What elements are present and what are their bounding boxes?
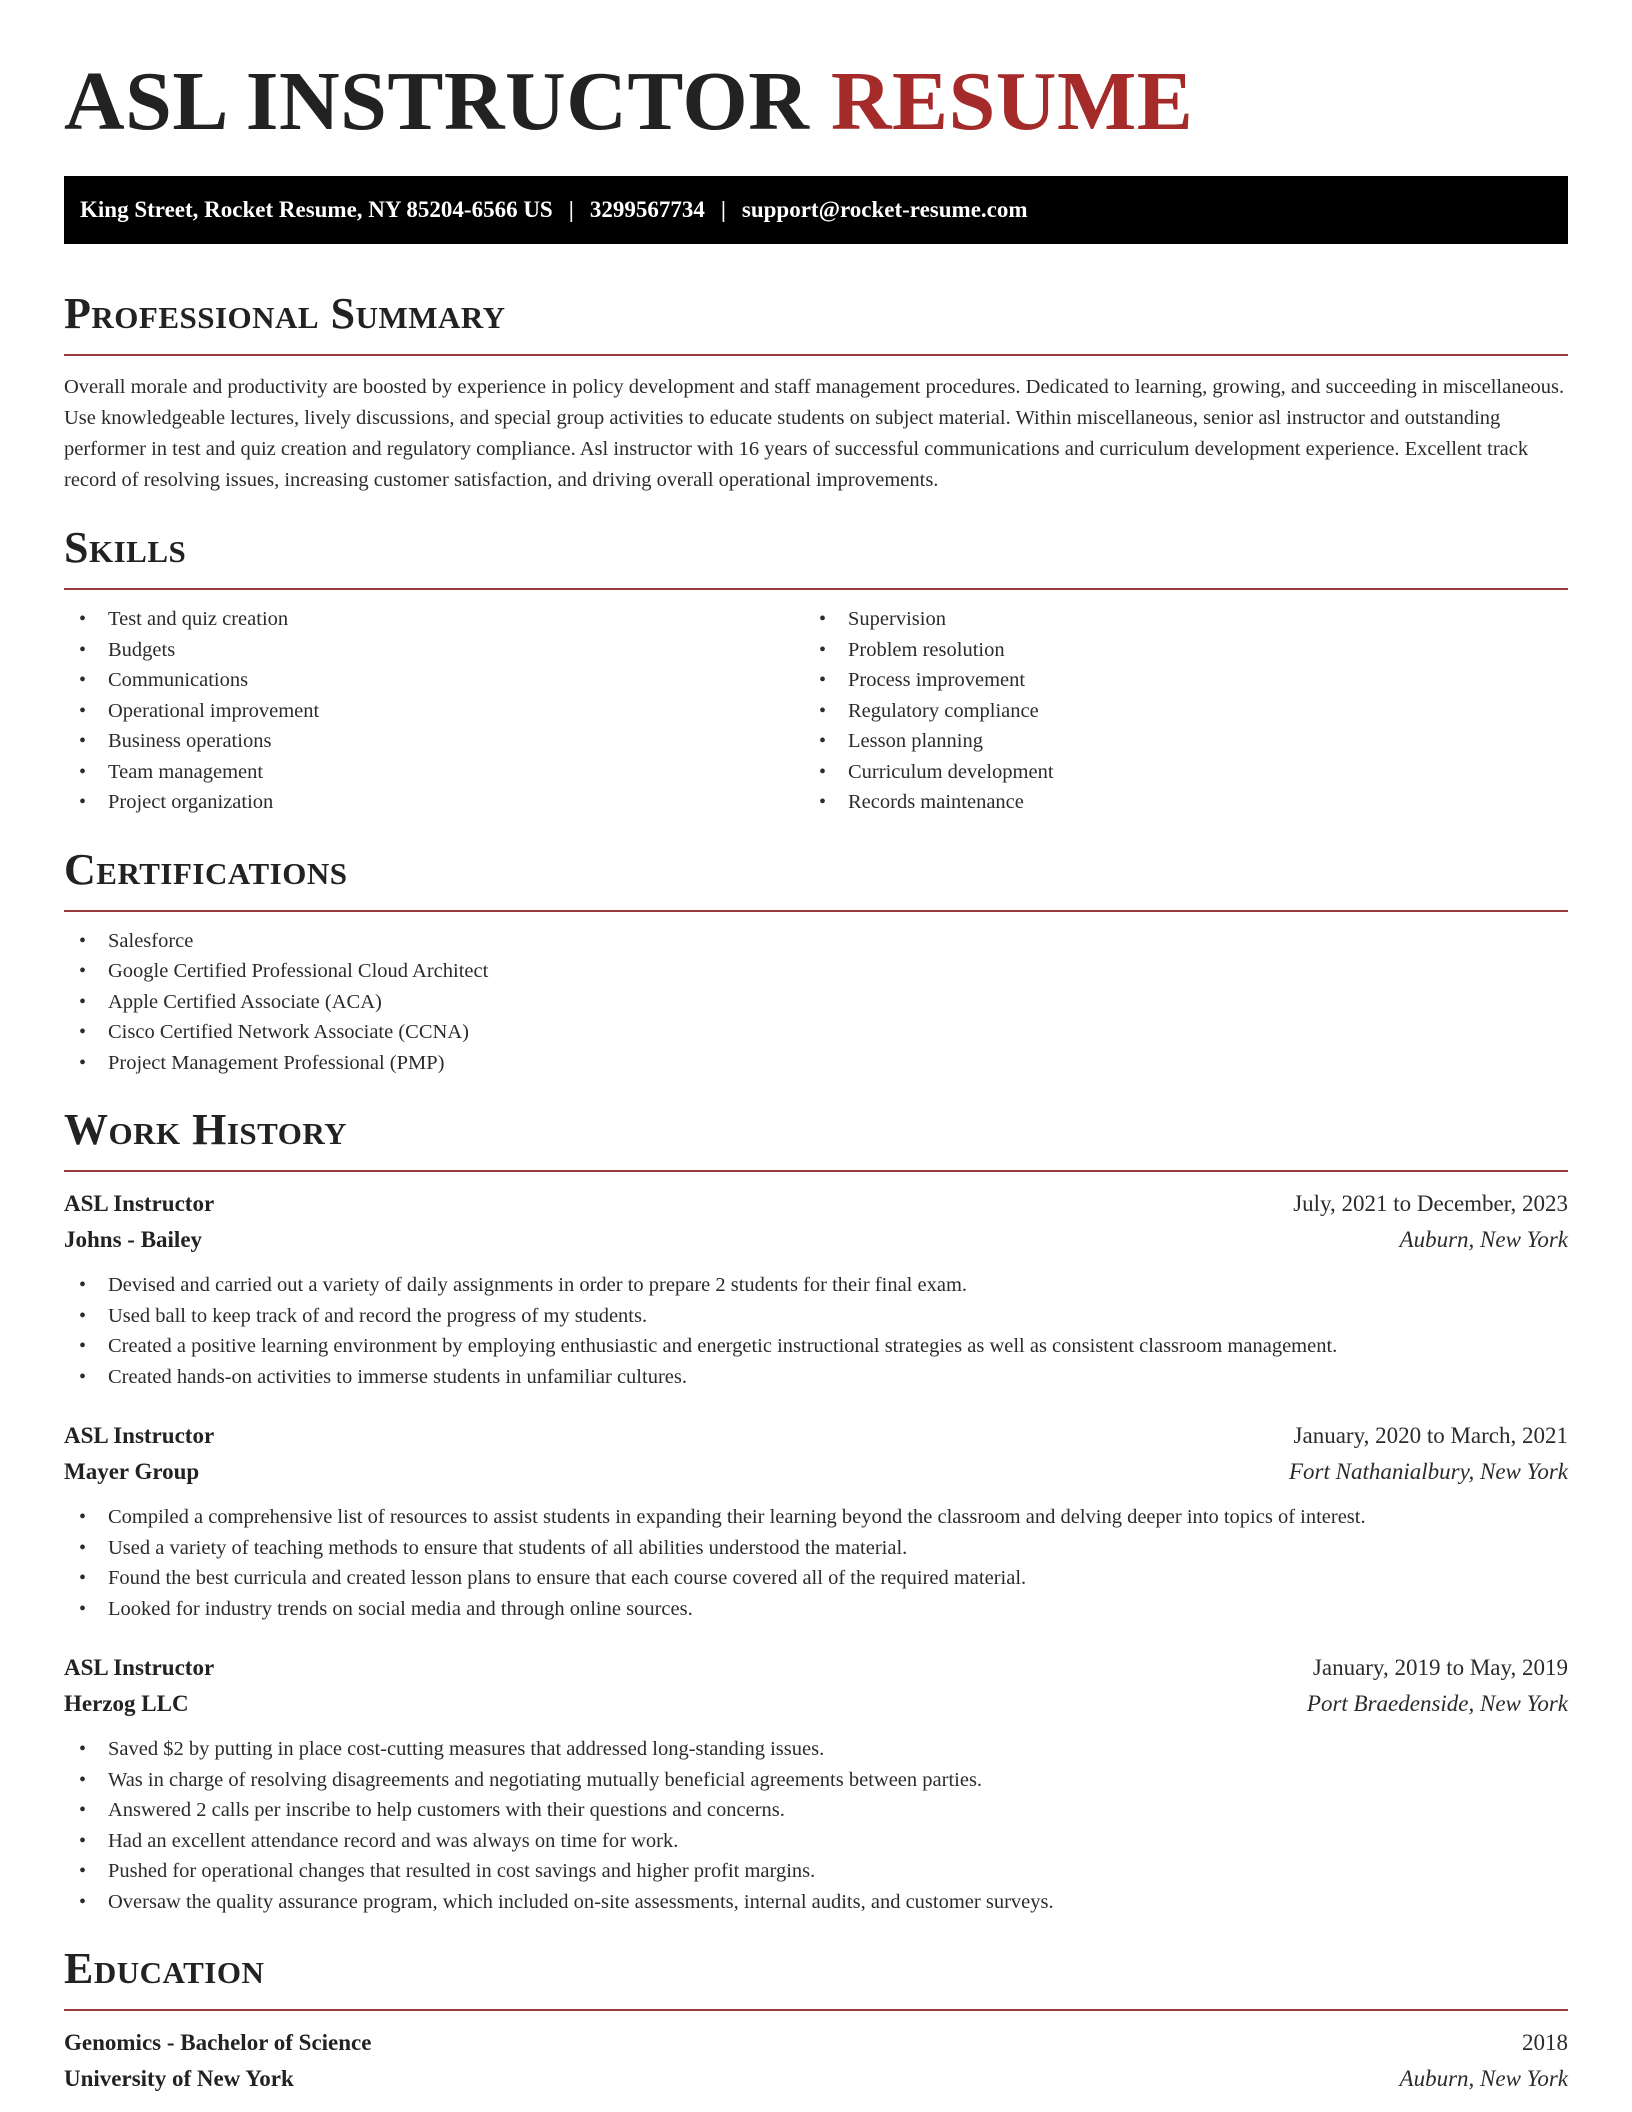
skill-item: • Curriculum development <box>804 757 1544 788</box>
job-duty: • Devised and carried out a variety of daily assignments in order to prepare 2 students for their final exam. <box>64 1270 1568 1301</box>
job-duty: • Was in charge of resolving disagreements and negotiating mutually beneficial agreements between parties. <box>64 1765 1568 1796</box>
section-divider <box>64 1170 1568 1172</box>
education-entry <box>64 2025 1568 2097</box>
skill-item: • Operational improvement <box>64 696 804 727</box>
education-header <box>64 2025 1568 2061</box>
education-degree: Genomics - Bachelor of Science <box>64 2030 372 2055</box>
contact-email: support@rocket-resume.com <box>741 197 1028 222</box>
job-duty: • Answered 2 calls per inscribe to help customers with their questions and concerns. <box>64 1795 1568 1826</box>
skill-item: • Business operations <box>64 726 804 757</box>
title-main: ASL INSTRUCTOR <box>64 55 810 148</box>
skill-item: • Project organization <box>64 787 804 818</box>
contact-separator: | <box>720 197 726 222</box>
work-history-section <box>64 1104 1568 1917</box>
certification-item: • Salesforce <box>64 926 1568 957</box>
job-duty: • Oversaw the quality assurance program, which included on-site assessments, internal audits, and customer surveys. <box>64 1887 1568 1918</box>
education-year: 2018 <box>1522 2030 1568 2055</box>
contact-address: King Street, Rocket Resume, NY 85204-6566 US <box>80 197 553 222</box>
certifications-list <box>64 926 1568 1079</box>
certification-item: • Project Management Professional (PMP) <box>64 1048 1568 1079</box>
skills-list-left <box>64 604 804 818</box>
job-location: Port Braedenside, New York <box>1306 1691 1568 1716</box>
job-header <box>64 1418 1568 1454</box>
job-title: ASL Instructor <box>64 1423 215 1448</box>
job-duty: • Created a positive learning environment by employing enthusiastic and energetic instructional strategies as well as consistent classroom management. <box>64 1331 1568 1362</box>
job-duty: • Looked for industry trends on social media and through online sources. <box>64 1594 1568 1625</box>
section-title-education: Education <box>64 1944 265 1993</box>
section-title-certifications: Certifications <box>64 844 348 894</box>
skill-item: • Test and quiz creation <box>64 604 804 635</box>
job-duty: • Had an excellent attendance record and was always on time for work. <box>64 1826 1568 1857</box>
job-duty: • Used ball to keep track of and record the progress of my students. <box>64 1301 1568 1332</box>
job-entry <box>64 1650 1568 1917</box>
job-company: Herzog LLC <box>64 1691 189 1716</box>
skill-item: • Team management <box>64 757 804 788</box>
job-entry <box>64 1418 1568 1624</box>
job-duty: • Saved $2 by putting in place cost-cutting measures that addressed long-standing issues. <box>64 1734 1568 1765</box>
job-duty: • Used a variety of teaching methods to ensure that students of all abilities understood the material. <box>64 1533 1568 1564</box>
section-divider <box>64 588 1568 590</box>
job-header <box>64 1650 1568 1686</box>
skills-grid <box>64 604 1568 818</box>
job-duty: • Pushed for operational changes that resulted in cost savings and higher profit margins. <box>64 1856 1568 1887</box>
job-title: ASL Instructor <box>64 1191 215 1216</box>
certification-item: • Cisco Certified Network Associate (CCNA) <box>64 1017 1568 1048</box>
title-accent: RESUME <box>830 55 1194 148</box>
job-subheader <box>64 1454 1568 1490</box>
certification-item: • Apple Certified Associate (ACA) <box>64 987 1568 1018</box>
job-duty: • Compiled a comprehensive list of resources to assist students in expanding their learning beyond the classroom and delving deeper into topics of interest. <box>64 1502 1568 1533</box>
section-title-work-history: Work History <box>64 1105 348 1154</box>
job-location: Auburn, New York <box>1399 1227 1568 1252</box>
job-header <box>64 1186 1568 1222</box>
section-divider <box>64 910 1568 912</box>
job-duties <box>64 1270 1568 1392</box>
skill-item: • Lesson planning <box>804 726 1544 757</box>
job-duties <box>64 1734 1568 1917</box>
job-subheader <box>64 1222 1568 1258</box>
certification-item: • Google Certified Professional Cloud Architect <box>64 956 1568 987</box>
skill-item: • Records maintenance <box>804 787 1544 818</box>
education-school: University of New York <box>64 2066 294 2091</box>
skills-section <box>64 522 1568 818</box>
skill-item: • Communications <box>64 665 804 696</box>
job-company: Johns - Bailey <box>64 1227 203 1252</box>
skills-list-right <box>804 604 1544 818</box>
skill-item: • Regulatory compliance <box>804 696 1544 727</box>
job-title: ASL Instructor <box>64 1655 215 1680</box>
section-title-skills: Skills <box>64 523 187 572</box>
summary-section <box>64 288 1568 496</box>
skill-item: • Process improvement <box>804 665 1544 696</box>
job-company: Mayer Group <box>64 1459 200 1484</box>
job-dates: January, 2019 to May, 2019 <box>1312 1655 1568 1680</box>
skill-item: • Problem resolution <box>804 635 1544 666</box>
education-subheader <box>64 2061 1568 2097</box>
skill-item: • Budgets <box>64 635 804 666</box>
job-dates: January, 2020 to March, 2021 <box>1293 1423 1568 1448</box>
job-duty: • Created hands-on activities to immerse students in unfamiliar cultures. <box>64 1362 1568 1393</box>
section-divider <box>64 354 1568 356</box>
contact-separator: | <box>568 197 574 222</box>
summary-text: Overall morale and productivity are boosted by experience in policy development and staff management procedures. Dedicated to learning, growing, and succeeding in miscellaneous. Use knowledgeable lectures, lively discussions, and special group activities to educate students on subject material. Within miscellaneous, senior asl instructor and outstanding performer in test and quiz creation and regulatory compliance. Asl instructor with 16 years of successful communications and curriculum development experience. Excellent track record of resolving issues, increasing customer satisfaction, and driving overall operational improvements. <box>64 376 1565 491</box>
job-duties <box>64 1502 1568 1624</box>
section-divider <box>64 2009 1568 2011</box>
certifications-section <box>64 844 1568 1079</box>
contact-phone: 3299567734 <box>589 197 705 222</box>
resume-title <box>64 0 1568 152</box>
contact-bar <box>64 176 1568 244</box>
job-entry <box>64 1186 1568 1392</box>
skill-item: • Supervision <box>804 604 1544 635</box>
education-section <box>64 1943 1568 2097</box>
section-title-summary: Professional Summary <box>64 289 506 338</box>
job-location: Fort Nathanialbury, New York <box>1288 1459 1568 1484</box>
job-dates: July, 2021 to December, 2023 <box>1293 1191 1568 1216</box>
job-duty: • Found the best curricula and created lesson plans to ensure that each course covered all of the required material. <box>64 1563 1568 1594</box>
job-subheader <box>64 1686 1568 1722</box>
education-location: Auburn, New York <box>1399 2066 1568 2091</box>
